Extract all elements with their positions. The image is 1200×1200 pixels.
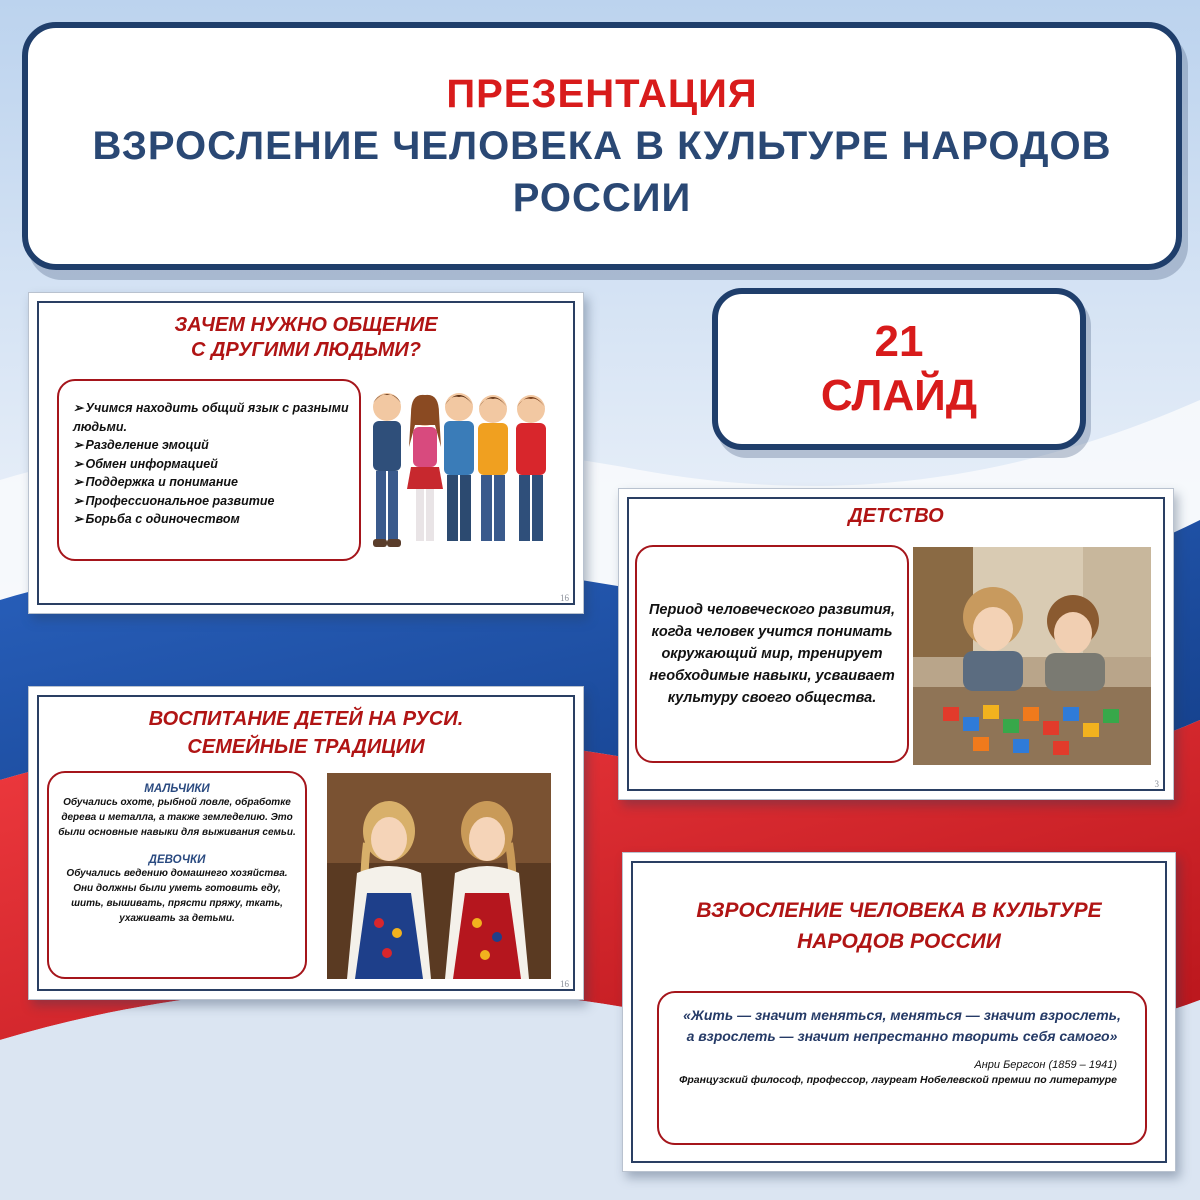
quote-author: Анри Бергсон (1859 – 1941) (974, 1059, 1117, 1071)
children-group-illustration (359, 377, 559, 567)
boys-heading: МАЛЬЧИКИ (144, 783, 210, 795)
list-item (73, 399, 349, 436)
girls-heading: ДЕВОЧКИ (148, 854, 206, 866)
slide-preview-upbringing (28, 686, 584, 1000)
slide-title: ДЕТСТВО (848, 505, 944, 527)
girls-traditional-costume-illustration (327, 773, 551, 979)
header-banner (22, 22, 1182, 270)
slide-title (29, 313, 583, 363)
page-title-line2: РОССИИ (512, 176, 692, 220)
list-item-text: Поддержка и понимание (85, 475, 239, 489)
slide-title-line1: ВЗРОСЛЕНИЕ ЧЕЛОВЕКА В КУЛЬТУРЕ (696, 899, 1102, 922)
slide-count-word: СЛАЙД (820, 371, 978, 420)
list-item (73, 492, 349, 511)
arrow-bullet-icon: ➢ (73, 456, 84, 471)
definition-text: Период человеческого развития, когда человек учится понимать окружающий мир, тренирует необходимые навыки, усваивает культуру своего общества. (648, 602, 896, 706)
author-description: Французский философ, профессор, лауреат Нобелевской премии по литературе (679, 1074, 1117, 1086)
quote-text: «Жить — значит меняться, меняться — значит взрослеть, а взрослеть — значит непрестанно творить себя самого» (683, 1007, 1121, 1044)
list-item (73, 455, 349, 474)
slide-title-line2: СЕМЕЙНЫЕ ТРАДИЦИИ (187, 736, 425, 758)
list-item (73, 473, 349, 492)
page-number: 3 (1154, 779, 1159, 789)
slide-preview-title (622, 852, 1176, 1172)
arrow-bullet-icon: ➢ (73, 438, 84, 452)
list-item-text: Борьба с одиночеством (85, 512, 240, 526)
quote-box (657, 991, 1147, 1145)
arrow-bullet-icon: ➢ (73, 475, 84, 489)
list-item-text: Обмен информацией (85, 456, 218, 471)
arrow-bullet-icon: ➢ (73, 512, 84, 526)
slide-count-number: 21 (874, 317, 924, 366)
traditions-box (47, 771, 307, 979)
arrow-bullet-icon: ➢ (73, 493, 84, 508)
presentation-label: ПРЕЗЕНТАЦИЯ (446, 72, 758, 116)
slide-title (623, 895, 1175, 957)
slide-preview-childhood (618, 488, 1174, 800)
arrow-bullet-icon: ➢ (73, 401, 84, 415)
slide-title-line2: НАРОДОВ РОССИИ (797, 930, 1001, 953)
page-number: 16 (560, 979, 569, 989)
bullet-box (57, 379, 361, 561)
list-item (73, 436, 349, 455)
slide-title-line1: ВОСПИТАНИЕ ДЕТЕЙ НА РУСИ. (148, 708, 464, 730)
list-item-text: Профессиональное развитие (85, 493, 275, 508)
list-item-text: Учимся находить общий язык с разными людьми. (73, 401, 349, 434)
slide-count-badge (712, 288, 1086, 450)
slide-title (29, 705, 583, 761)
bullet-list (59, 381, 359, 529)
list-item (73, 510, 349, 529)
page-number: 16 (560, 593, 569, 603)
list-item-text: Разделение эмоций (85, 438, 209, 452)
slide-title-line2: С ДРУГИМИ ЛЮДЬМИ? (190, 339, 421, 361)
slide-preview-communication (28, 292, 584, 614)
definition-box (635, 545, 909, 763)
page-title-line1: ВЗРОСЛЕНИЕ ЧЕЛОВЕКА В КУЛЬТУРЕ НАРОДОВ (92, 124, 1112, 168)
children-playing-blocks-photo (913, 547, 1151, 765)
boys-text: Обучались охоте, рыбной ловле, обработке дерева и металла, а также земледелию. Это были основные навыки для выживания семьи. (58, 797, 296, 838)
slide-title-line1: ЗАЧЕМ НУЖНО ОБЩЕНИЕ (174, 314, 438, 336)
girls-text: Обучались ведению домашнего хозяйства. Они должны были уметь готовить еду, шить, вышивать, прясти пряжу, ткать, ухаживать за детьми. (66, 868, 288, 924)
